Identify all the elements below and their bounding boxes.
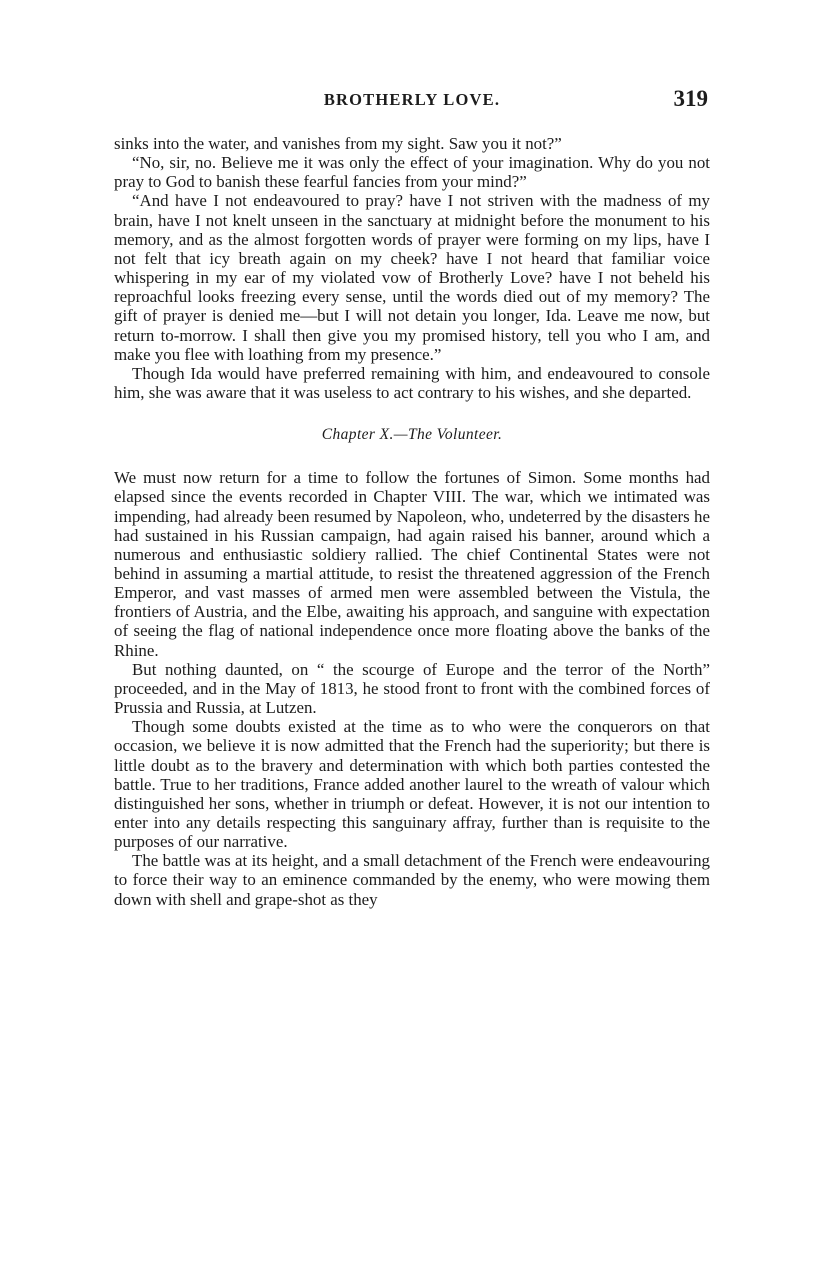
page-header [114, 86, 710, 114]
paragraph: But nothing daunted, on “ the scourge of Europe and the terror of the North” proceeded, and in the May of 1813, he stood front to front with the combined forces of Prussia and Russia, at Lutzen. [114, 659, 710, 718]
paragraph: sinks into the water, and vanishes from my sight. Saw you it not?” [114, 134, 562, 153]
chapter-heading: Chapter X.—The Volunteer. [321, 426, 503, 444]
paragraph: “And have I not endeavoured to pray? have I not striven with the madness of my brain, have I not knelt unseen in the sanctuary at midnight before the monument to his memory, and as the almost forgotten words of prayer were forming on my lips, have I not felt that icy breath again on my cheek? have I not heard that familiar voice whispering in my ear of my violated vow of Brotherly Love? have I not beheld his reproachful looks freezing every sense, until the words died out of my memory? The gift of prayer is denied me—but I will not detain you longer, Ida. Leave me now, but return to-morrow. I shall then give you my promised history, tell you who I am, and make you flee with loathing from my presence.” [114, 191, 710, 364]
body-text [114, 134, 710, 909]
running-title: BROTHERLY LOVE. [323, 90, 501, 109]
paragraph: Though some doubts existed at the time as to who were the conquerors on that occasion, we believe it is now admitted that the French had the superiority; but there is little doubt as to the bravery and determination with which both parties contested the battle. True to her traditions, France added another laurel to the wreath of valour which distinguished her sons, whether in triumph or defeat. However, it is not our intention to enter into any details respecting this sanguinary affray, further than is requisite to the purposes of our narrative. [114, 717, 710, 852]
paragraph: The battle was at its height, and a small detachment of the French were endeavouring to force their way to an eminence commanded by the enemy, who were mowing them down with shell and grape-shot as they [114, 851, 710, 909]
paragraph: Though Ida would have preferred remaining with him, and endeavoured to console him, she was aware that it was useless to act contrary to his wishes, and she departed. [114, 363, 710, 403]
page-number: 319 [673, 86, 708, 111]
paragraph: We must now return for a time to follow the fortunes of Simon. Some months had elapsed since the events recorded in Chapter VIII. The war, which we intimated was impending, had already been resumed by Napoleon, who, undeterred by the disasters he had sustained in his Russian campaign, had again raised his banner, around which a numerous and enthusiastic soldiery rallied. The chief Continental States were not behind in assuming a martial attitude, to resist the threatened aggression of the French Emperor, and vast masses of armed men were assembled between the Vistula, the frontiers of Austria, and the Elbe, awaiting his approach, and sanguine with expectation of seeing the flag of national independence once more floating above the banks of the Rhine. [114, 468, 710, 660]
paragraph: “No, sir, no. Believe me it was only the effect of your imagination. Why do you not pray to God to banish these fearful fancies from your mind?” [114, 153, 710, 192]
